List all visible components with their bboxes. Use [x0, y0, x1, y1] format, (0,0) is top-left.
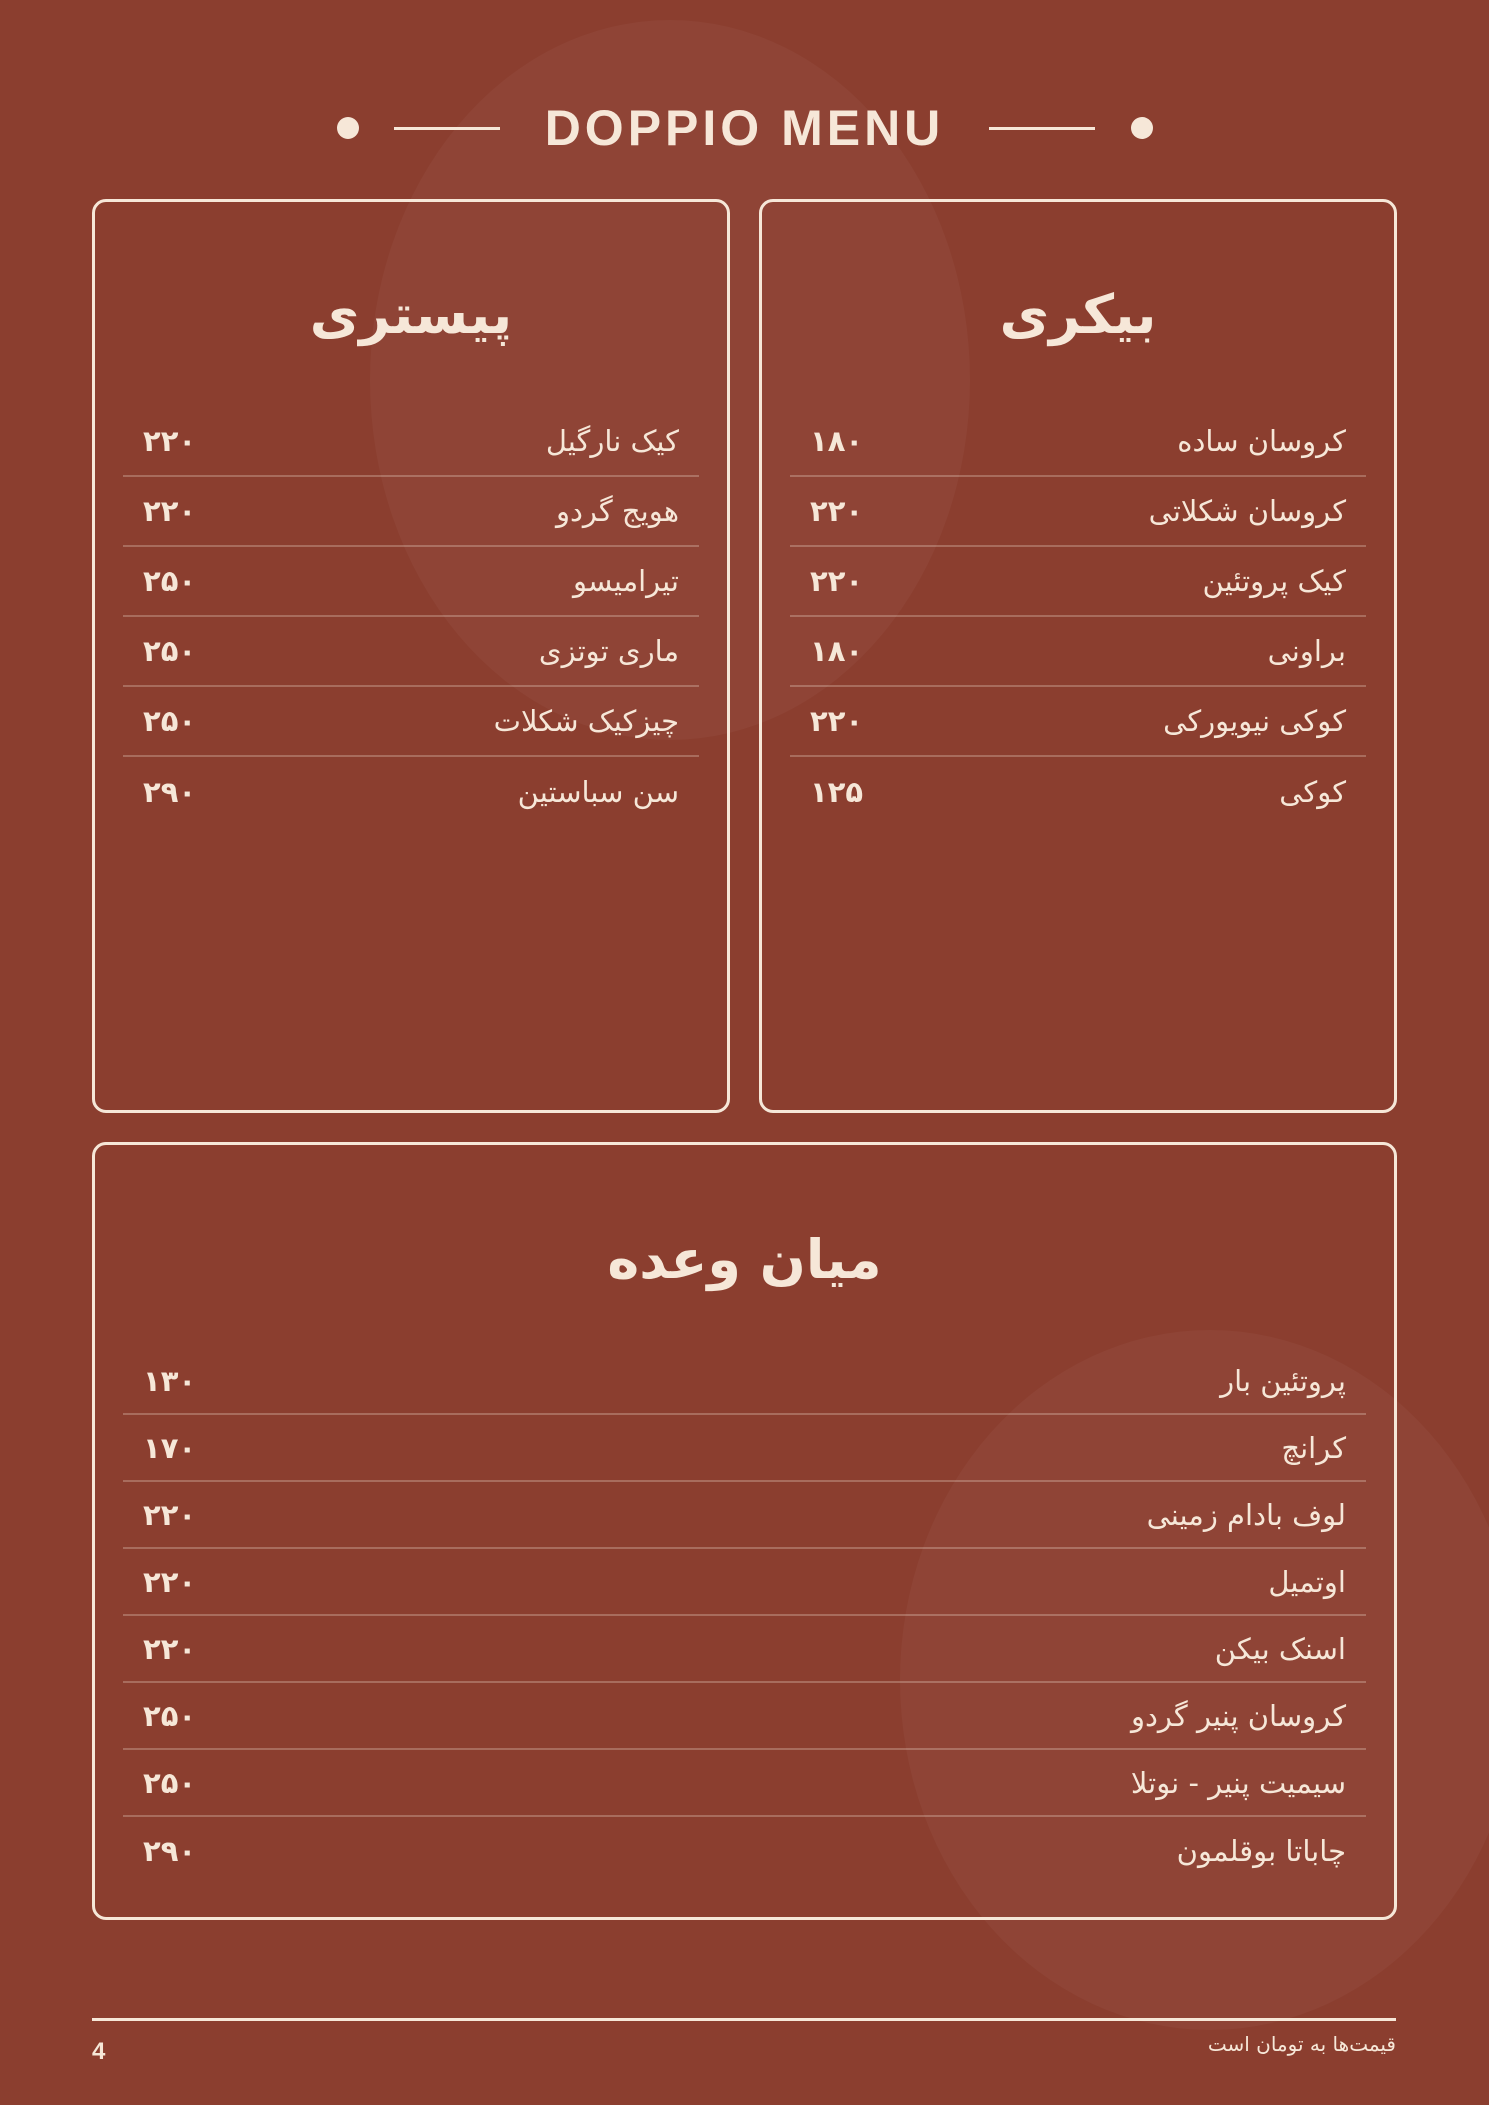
item-price: ۲۲۰ [143, 1631, 197, 1666]
item-price: ۲۲۰ [143, 1564, 197, 1599]
currency-note: قیمت‌ها به تومان است [1207, 2032, 1396, 2056]
item-name: ماری توتزی [538, 634, 679, 668]
item-name: چیزکیک شکلات [493, 704, 679, 738]
item-name: کروسان شکلاتی [1148, 494, 1346, 528]
menu-item [123, 407, 699, 477]
item-price: ۲۲۰ [810, 494, 864, 528]
item-price: ۲۵۰ [143, 1698, 197, 1733]
item-price: ۲۵۰ [143, 1765, 197, 1800]
item-name: لوف بادام زمینی [1146, 1497, 1346, 1532]
item-name: پروتئین بار [1220, 1363, 1346, 1398]
page-number: 4 [92, 2038, 106, 2065]
menu-title: DOPPIO MENU [544, 100, 945, 156]
menu-item [790, 757, 1366, 827]
item-price: ۲۲۰ [810, 704, 864, 738]
header-divider-right [989, 127, 1095, 130]
item-name: کوکی [1279, 775, 1346, 809]
menu-item [123, 1482, 1366, 1549]
item-price: ۱۷۰ [143, 1430, 197, 1465]
item-price: ۱۳۰ [143, 1363, 197, 1398]
item-price: ۲۲۰ [143, 424, 197, 458]
pastry-title: پیستری [309, 283, 513, 346]
snacks-item-list [123, 1348, 1366, 1884]
header-dot-right [1131, 117, 1153, 139]
menu-item [790, 477, 1366, 547]
menu-item [123, 547, 699, 617]
menu-item [123, 757, 699, 827]
snacks-title: میان وعده [607, 1228, 882, 1291]
item-price: ۱۸۰ [810, 424, 864, 458]
menu-item [123, 1750, 1366, 1817]
item-name: براونی [1267, 634, 1346, 668]
menu-item [123, 1549, 1366, 1616]
item-price: ۲۵۰ [143, 564, 197, 598]
item-name: تیرامیسو [572, 564, 679, 598]
menu-item [123, 1817, 1366, 1884]
menu-item [123, 1683, 1366, 1750]
item-name: هویج گردو [555, 494, 679, 528]
item-name: کیک نارگیل [545, 424, 679, 458]
item-price: ۲۹۰ [143, 1833, 197, 1868]
item-name: اسنک بیکن [1214, 1631, 1346, 1666]
item-price: ۱۲۵ [810, 775, 864, 809]
item-name: کروسان پنیر گردو [1131, 1698, 1346, 1733]
pastry-section [92, 199, 730, 1113]
item-name: سیمیت پنیر - نوتلا [1130, 1765, 1346, 1800]
item-name: کوکی نیویورکی [1163, 704, 1346, 738]
item-price: ۲۵۰ [143, 704, 197, 738]
item-name: کیک پروتئین [1202, 564, 1346, 598]
menu-item [790, 407, 1366, 477]
item-price: ۲۵۰ [143, 634, 197, 668]
item-name: کرانچ [1281, 1430, 1346, 1465]
menu-item [123, 1348, 1366, 1415]
item-name: کروسان ساده [1177, 424, 1346, 458]
bakery-item-list [790, 407, 1366, 827]
snacks-section [92, 1142, 1397, 1920]
item-name: اوتمیل [1268, 1564, 1346, 1599]
menu-header [0, 88, 1489, 168]
menu-item [123, 1616, 1366, 1683]
item-price: ۲۲۰ [143, 1497, 197, 1532]
item-price: ۲۹۰ [143, 775, 197, 809]
footer-divider [92, 2018, 1396, 2021]
menu-item [790, 687, 1366, 757]
pastry-item-list [123, 407, 699, 827]
menu-item [123, 477, 699, 547]
item-price: ۲۲۰ [810, 564, 864, 598]
item-price: ۲۲۰ [143, 494, 197, 528]
bakery-title: بیکری [999, 283, 1157, 346]
item-name: چاباتا بوقلمون [1176, 1833, 1346, 1868]
menu-item [123, 687, 699, 757]
menu-item [790, 547, 1366, 617]
menu-item [123, 617, 699, 687]
menu-item [790, 617, 1366, 687]
menu-item [123, 1415, 1366, 1482]
bakery-section [759, 199, 1397, 1113]
item-price: ۱۸۰ [810, 634, 864, 668]
item-name: سن سباستین [517, 775, 679, 809]
